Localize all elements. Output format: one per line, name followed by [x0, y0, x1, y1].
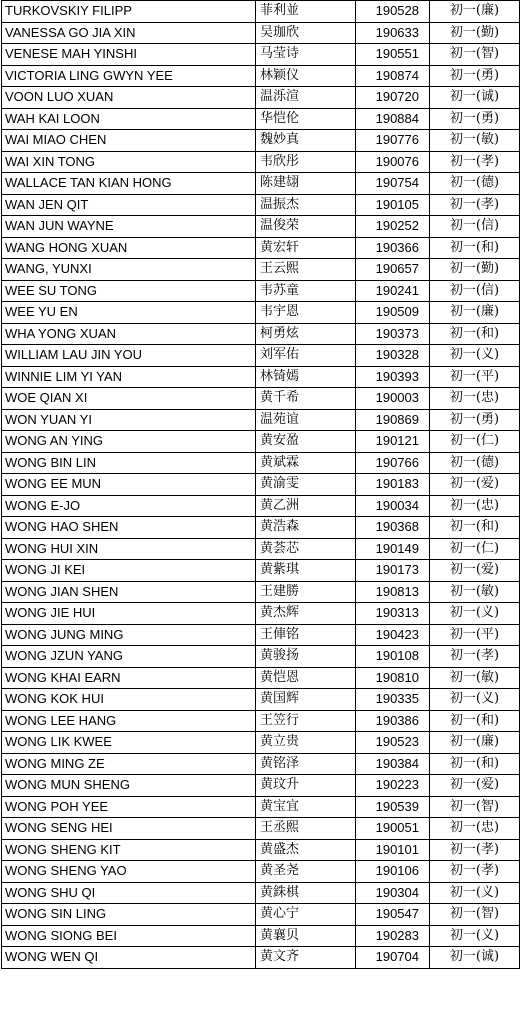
table-row — [2, 302, 520, 324]
class-cell: 初一(和) — [430, 753, 520, 775]
table-row — [2, 732, 520, 754]
student-id-cell: 190539 — [356, 796, 430, 818]
class-cell: 初一(敏) — [430, 130, 520, 152]
english-name-cell: VICTORIA LING GWYN YEE — [2, 65, 256, 87]
chinese-name-cell: 柯勇炫 — [256, 323, 356, 345]
student-id-cell: 190766 — [356, 452, 430, 474]
student-id-cell: 190076 — [356, 151, 430, 173]
table-row — [2, 861, 520, 883]
student-id-cell: 190776 — [356, 130, 430, 152]
chinese-name-cell: 王笠行 — [256, 710, 356, 732]
table-row — [2, 65, 520, 87]
english-name-cell: WANG HONG XUAN — [2, 237, 256, 259]
student-roster-table — [1, 0, 520, 969]
english-name-cell: WONG SIONG BEI — [2, 925, 256, 947]
chinese-name-cell: 温苑谊 — [256, 409, 356, 431]
english-name-cell: WINNIE LIM YI YAN — [2, 366, 256, 388]
english-name-cell: WAH KAI LOON — [2, 108, 256, 130]
class-cell: 初一(勤) — [430, 259, 520, 281]
class-cell: 初一(仁) — [430, 431, 520, 453]
english-name-cell: WONG SIN LING — [2, 904, 256, 926]
chinese-name-cell: 黄骏扬 — [256, 646, 356, 668]
english-name-cell: WEE SU TONG — [2, 280, 256, 302]
chinese-name-cell: 黄千希 — [256, 388, 356, 410]
class-cell: 初一(忠) — [430, 818, 520, 840]
english-name-cell: WONG JIE HUI — [2, 603, 256, 625]
class-cell: 初一(诚) — [430, 947, 520, 969]
class-cell: 初一(信) — [430, 216, 520, 238]
chinese-name-cell: 黄心宁 — [256, 904, 356, 926]
table-row — [2, 710, 520, 732]
english-name-cell: WONG HAO SHEN — [2, 517, 256, 539]
table-row — [2, 753, 520, 775]
table-row — [2, 624, 520, 646]
chinese-name-cell: 王建勝 — [256, 581, 356, 603]
english-name-cell: WONG LIK KWEE — [2, 732, 256, 754]
student-id-cell: 190106 — [356, 861, 430, 883]
table-row — [2, 796, 520, 818]
english-name-cell: WAN JEN QIT — [2, 194, 256, 216]
table-row — [2, 882, 520, 904]
student-id-cell: 190523 — [356, 732, 430, 754]
class-cell: 初一(信) — [430, 280, 520, 302]
student-id-cell: 190393 — [356, 366, 430, 388]
chinese-name-cell: 韦欣彤 — [256, 151, 356, 173]
class-cell: 初一(平) — [430, 624, 520, 646]
student-id-cell: 190121 — [356, 431, 430, 453]
class-cell: 初一(忠) — [430, 495, 520, 517]
class-cell: 初一(爱) — [430, 560, 520, 582]
chinese-name-cell: 黄乙洲 — [256, 495, 356, 517]
english-name-cell: WONG JUNG MING — [2, 624, 256, 646]
student-id-cell: 190101 — [356, 839, 430, 861]
class-cell: 初一(廉) — [430, 732, 520, 754]
table-row — [2, 925, 520, 947]
class-cell: 初一(义) — [430, 603, 520, 625]
class-cell: 初一(和) — [430, 237, 520, 259]
student-id-cell: 190223 — [356, 775, 430, 797]
student-id-cell: 190373 — [356, 323, 430, 345]
student-id-cell: 190003 — [356, 388, 430, 410]
table-row — [2, 452, 520, 474]
table-row — [2, 904, 520, 926]
student-id-cell: 190874 — [356, 65, 430, 87]
chinese-name-cell: 黄国辉 — [256, 689, 356, 711]
english-name-cell: WAI XIN TONG — [2, 151, 256, 173]
table-row — [2, 560, 520, 582]
student-id-cell: 190813 — [356, 581, 430, 603]
table-row — [2, 689, 520, 711]
english-name-cell: WONG LEE HANG — [2, 710, 256, 732]
chinese-name-cell: 黄斌霖 — [256, 452, 356, 474]
class-cell: 初一(忠) — [430, 388, 520, 410]
class-cell: 初一(诚) — [430, 87, 520, 109]
english-name-cell: WONG WEN QI — [2, 947, 256, 969]
student-id-cell: 190547 — [356, 904, 430, 926]
student-id-cell: 190633 — [356, 22, 430, 44]
student-id-cell: 190313 — [356, 603, 430, 625]
student-id-cell: 190704 — [356, 947, 430, 969]
english-name-cell: WAI MIAO CHEN — [2, 130, 256, 152]
chinese-name-cell: 黄盛杰 — [256, 839, 356, 861]
english-name-cell: WOE QIAN XI — [2, 388, 256, 410]
english-name-cell: WONG MUN SHENG — [2, 775, 256, 797]
student-id-cell: 190335 — [356, 689, 430, 711]
table-row — [2, 474, 520, 496]
english-name-cell: VANESSA GO JIA XIN — [2, 22, 256, 44]
class-cell: 初一(爱) — [430, 474, 520, 496]
chinese-name-cell: 黄杰辉 — [256, 603, 356, 625]
student-id-cell: 190657 — [356, 259, 430, 281]
class-cell: 初一(勇) — [430, 409, 520, 431]
chinese-name-cell: 吴珈欣 — [256, 22, 356, 44]
table-row — [2, 667, 520, 689]
table-row — [2, 431, 520, 453]
table-row — [2, 388, 520, 410]
table-row — [2, 87, 520, 109]
chinese-name-cell: 黄宝宜 — [256, 796, 356, 818]
table-row — [2, 22, 520, 44]
chinese-name-cell: 华恺伦 — [256, 108, 356, 130]
english-name-cell: WILLIAM LAU JIN YOU — [2, 345, 256, 367]
english-name-cell: WONG KOK HUI — [2, 689, 256, 711]
english-name-cell: WEE YU EN — [2, 302, 256, 324]
table-row — [2, 216, 520, 238]
english-name-cell: WONG KHAI EARN — [2, 667, 256, 689]
table-row — [2, 366, 520, 388]
chinese-name-cell: 马莹诗 — [256, 44, 356, 66]
student-id-cell: 190304 — [356, 882, 430, 904]
table-row — [2, 323, 520, 345]
chinese-name-cell: 黄紫琪 — [256, 560, 356, 582]
table-row — [2, 517, 520, 539]
english-name-cell: WALLACE TAN KIAN HONG — [2, 173, 256, 195]
roster-body — [2, 1, 520, 969]
student-id-cell: 190720 — [356, 87, 430, 109]
english-name-cell: WONG HUI XIN — [2, 538, 256, 560]
class-cell: 初一(廉) — [430, 1, 520, 23]
table-row — [2, 818, 520, 840]
chinese-name-cell: 黄荟芯 — [256, 538, 356, 560]
english-name-cell: WONG JI KEI — [2, 560, 256, 582]
english-name-cell: WHA YONG XUAN — [2, 323, 256, 345]
table-row — [2, 194, 520, 216]
class-cell: 初一(勤) — [430, 22, 520, 44]
class-cell: 初一(孝) — [430, 151, 520, 173]
chinese-name-cell: 黄文齐 — [256, 947, 356, 969]
student-id-cell: 190173 — [356, 560, 430, 582]
chinese-name-cell: 黄浩森 — [256, 517, 356, 539]
table-row — [2, 259, 520, 281]
class-cell: 初一(智) — [430, 796, 520, 818]
class-cell: 初一(德) — [430, 173, 520, 195]
english-name-cell: TURKOVSKIY FILIPP — [2, 1, 256, 23]
table-row — [2, 44, 520, 66]
chinese-name-cell: 黄铭泽 — [256, 753, 356, 775]
class-cell: 初一(智) — [430, 904, 520, 926]
student-id-cell: 190105 — [356, 194, 430, 216]
english-name-cell: WONG BIN LIN — [2, 452, 256, 474]
chinese-name-cell: 林颖仪 — [256, 65, 356, 87]
english-name-cell: WAN JUN WAYNE — [2, 216, 256, 238]
table-row — [2, 345, 520, 367]
table-row — [2, 495, 520, 517]
chinese-name-cell: 黄宏轩 — [256, 237, 356, 259]
table-row — [2, 775, 520, 797]
class-cell: 初一(智) — [430, 44, 520, 66]
english-name-cell: WONG JZUN YANG — [2, 646, 256, 668]
chinese-name-cell: 韦苏童 — [256, 280, 356, 302]
table-row — [2, 108, 520, 130]
student-id-cell: 190386 — [356, 710, 430, 732]
class-cell: 初一(爱) — [430, 775, 520, 797]
english-name-cell: VENESE MAH YINSHI — [2, 44, 256, 66]
english-name-cell: WONG JIAN SHEN — [2, 581, 256, 603]
table-row — [2, 839, 520, 861]
table-row — [2, 581, 520, 603]
class-cell: 初一(勇) — [430, 108, 520, 130]
student-id-cell: 190869 — [356, 409, 430, 431]
chinese-name-cell: 刘军佑 — [256, 345, 356, 367]
class-cell: 初一(义) — [430, 689, 520, 711]
table-row — [2, 237, 520, 259]
chinese-name-cell: 林锜嫣 — [256, 366, 356, 388]
class-cell: 初一(义) — [430, 925, 520, 947]
english-name-cell: WONG AN YING — [2, 431, 256, 453]
student-id-cell: 190509 — [356, 302, 430, 324]
chinese-name-cell: 黄襄贝 — [256, 925, 356, 947]
class-cell: 初一(德) — [430, 452, 520, 474]
class-cell: 初一(义) — [430, 882, 520, 904]
chinese-name-cell: 魏妙真 — [256, 130, 356, 152]
class-cell: 初一(孝) — [430, 861, 520, 883]
chinese-name-cell: 黄渝雯 — [256, 474, 356, 496]
student-id-cell: 190551 — [356, 44, 430, 66]
student-id-cell: 190528 — [356, 1, 430, 23]
table-row — [2, 280, 520, 302]
student-id-cell: 190283 — [356, 925, 430, 947]
chinese-name-cell: 王俥铭 — [256, 624, 356, 646]
class-cell: 初一(和) — [430, 323, 520, 345]
english-name-cell: WONG SHENG YAO — [2, 861, 256, 883]
table-row — [2, 538, 520, 560]
english-name-cell: WON YUAN YI — [2, 409, 256, 431]
class-cell: 初一(义) — [430, 345, 520, 367]
chinese-name-cell: 菲利並 — [256, 1, 356, 23]
table-row — [2, 603, 520, 625]
table-row — [2, 409, 520, 431]
student-id-cell: 190423 — [356, 624, 430, 646]
chinese-name-cell: 王丞熙 — [256, 818, 356, 840]
english-name-cell: VOON LUO XUAN — [2, 87, 256, 109]
chinese-name-cell: 温俊荣 — [256, 216, 356, 238]
table-row — [2, 151, 520, 173]
chinese-name-cell: 王云熙 — [256, 259, 356, 281]
english-name-cell: WANG, YUNXI — [2, 259, 256, 281]
chinese-name-cell: 黄玟升 — [256, 775, 356, 797]
student-id-cell: 190241 — [356, 280, 430, 302]
table-row — [2, 173, 520, 195]
table-row — [2, 1, 520, 23]
class-cell: 初一(孝) — [430, 839, 520, 861]
english-name-cell: WONG EE MUN — [2, 474, 256, 496]
class-cell: 初一(廉) — [430, 302, 520, 324]
class-cell: 初一(仁) — [430, 538, 520, 560]
class-cell: 初一(平) — [430, 366, 520, 388]
english-name-cell: WONG E-JO — [2, 495, 256, 517]
english-name-cell: WONG SENG HEI — [2, 818, 256, 840]
student-id-cell: 190051 — [356, 818, 430, 840]
chinese-name-cell: 黄安盈 — [256, 431, 356, 453]
class-cell: 初一(敏) — [430, 581, 520, 603]
table-row — [2, 646, 520, 668]
chinese-name-cell: 黄立贵 — [256, 732, 356, 754]
class-cell: 初一(孝) — [430, 646, 520, 668]
student-id-cell: 190328 — [356, 345, 430, 367]
class-cell: 初一(和) — [430, 517, 520, 539]
chinese-name-cell: 温泺渲 — [256, 87, 356, 109]
table-row — [2, 947, 520, 969]
student-id-cell: 190183 — [356, 474, 430, 496]
student-id-cell: 190034 — [356, 495, 430, 517]
student-id-cell: 190384 — [356, 753, 430, 775]
table-row — [2, 130, 520, 152]
student-id-cell: 190368 — [356, 517, 430, 539]
class-cell: 初一(敏) — [430, 667, 520, 689]
english-name-cell: WONG SHU QI — [2, 882, 256, 904]
english-name-cell: WONG MING ZE — [2, 753, 256, 775]
student-id-cell: 190366 — [356, 237, 430, 259]
chinese-name-cell: 黄銖棋 — [256, 882, 356, 904]
chinese-name-cell: 温振杰 — [256, 194, 356, 216]
chinese-name-cell: 韦宇恩 — [256, 302, 356, 324]
chinese-name-cell: 陈建翃 — [256, 173, 356, 195]
chinese-name-cell: 黄恺恩 — [256, 667, 356, 689]
student-id-cell: 190252 — [356, 216, 430, 238]
class-cell: 初一(和) — [430, 710, 520, 732]
student-id-cell: 190108 — [356, 646, 430, 668]
english-name-cell: WONG SHENG KIT — [2, 839, 256, 861]
student-id-cell: 190810 — [356, 667, 430, 689]
chinese-name-cell: 黄圣尧 — [256, 861, 356, 883]
class-cell: 初一(勇) — [430, 65, 520, 87]
student-id-cell: 190149 — [356, 538, 430, 560]
student-id-cell: 190754 — [356, 173, 430, 195]
student-id-cell: 190884 — [356, 108, 430, 130]
english-name-cell: WONG POH YEE — [2, 796, 256, 818]
class-cell: 初一(孝) — [430, 194, 520, 216]
